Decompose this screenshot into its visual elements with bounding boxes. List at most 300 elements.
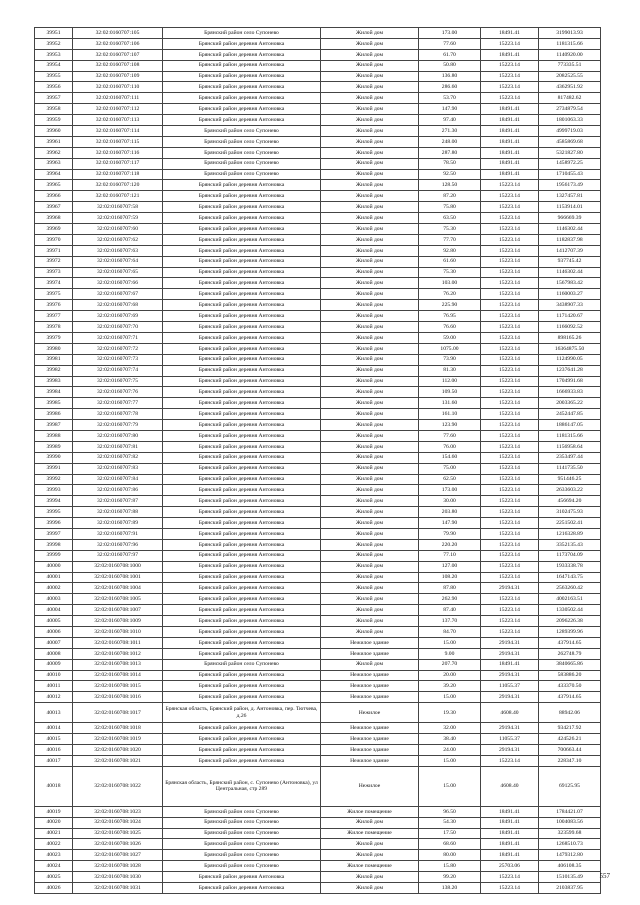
table-row: [35, 626, 601, 637]
address-cell: Брянский район деревня Антоновка: [163, 872, 321, 883]
address-cell: Брянский район деревня Антоновка: [163, 387, 321, 398]
address-cell: Брянский район деревня Антоновка: [163, 474, 321, 485]
cadastral-number-cell: 32:02:0160708:1010: [73, 626, 163, 637]
row-number-cell: 40011: [35, 681, 73, 692]
row-number-cell: 39997: [35, 528, 73, 539]
address-cell: Брянский район деревня Антоновка: [163, 289, 321, 300]
cadastral-value-cell: 700663.44: [539, 745, 601, 756]
row-number-cell: 40022: [35, 839, 73, 850]
specific-value-cell: 29194.31: [481, 723, 539, 734]
address-cell: Брянский район деревня Антоновка: [163, 452, 321, 463]
row-number-cell: 39969: [35, 224, 73, 235]
registry-page: [34, 27, 600, 894]
specific-value-cell: 15223.14: [481, 409, 539, 420]
cadastral-value-cell: 228347.10: [539, 755, 601, 766]
row-number-cell: 39974: [35, 278, 73, 289]
specific-value-cell: 15223.14: [481, 420, 539, 431]
table-row: [35, 616, 601, 627]
area-cell: 68.60: [419, 839, 481, 850]
cadastral-value-cell: 437914.65: [539, 692, 601, 703]
cadastral-value-cell: 424526.21: [539, 734, 601, 745]
address-cell: Брянский район деревня Антоновка: [163, 191, 321, 202]
object-type-cell: Жилой дом: [321, 528, 419, 539]
specific-value-cell: 15223.14: [481, 343, 539, 354]
row-number-cell: 39984: [35, 387, 73, 398]
object-type-cell: Нежилое здание: [321, 692, 419, 703]
cadastral-number-cell: 32:02:0160707:117: [73, 158, 163, 169]
specific-value-cell: 15223.14: [481, 463, 539, 474]
cadastral-value-cell: 1510135.49: [539, 872, 601, 883]
row-number-cell: 39968: [35, 213, 73, 224]
specific-value-cell: 15223.14: [481, 626, 539, 637]
specific-value-cell: 15223.14: [481, 300, 539, 311]
object-type-cell: Жилой дом: [321, 202, 419, 213]
area-cell: 84.70: [419, 626, 481, 637]
address-cell: Брянский район село Супонево: [163, 839, 321, 850]
specific-value-cell: 15223.14: [481, 71, 539, 82]
area-cell: 30.00: [419, 496, 481, 507]
address-cell: Брянский район деревня Антоновка: [163, 234, 321, 245]
cadastral-value-cell: 4002163.51: [539, 594, 601, 605]
specific-value-cell: 15223.14: [481, 496, 539, 507]
cadastral-number-cell: 32:02:0160708:1021: [73, 755, 163, 766]
cadastral-value-cell: 1237641.28: [539, 365, 601, 376]
cadastral-value-cell: 1181315.66: [539, 38, 601, 49]
table-row: [35, 104, 601, 115]
specific-value-cell: 18491.41: [481, 49, 539, 60]
specific-value-cell: 15223.14: [481, 883, 539, 894]
address-cell: Брянская область, Брянский район, д. Антоновка, пер. Тютчева, д.26: [163, 703, 321, 723]
cadastral-number-cell: 32:02:0160707:106: [73, 38, 163, 49]
address-cell: Брянский район деревня Антоновка: [163, 528, 321, 539]
cadastral-value-cell: 4585869.68: [539, 136, 601, 147]
address-cell: Брянская область, Брянский район, с. Супонево (Антоновка), ул Центральная, стр 289: [163, 766, 321, 806]
cadastral-number-cell: 32:02:0160708:1016: [73, 692, 163, 703]
object-type-cell: Нежилое: [321, 766, 419, 806]
cadastral-value-cell: 2633603.22: [539, 485, 601, 496]
cadastral-number-cell: 32:02:0160707:97: [73, 550, 163, 561]
table-row: [35, 485, 601, 496]
cadastral-number-cell: 32:02:0160708:1009: [73, 616, 163, 627]
cadastral-number-cell: 32:02:0160707:118: [73, 169, 163, 180]
area-cell: 77.70: [419, 234, 481, 245]
row-number-cell: 40016: [35, 745, 73, 756]
table-body: [35, 28, 601, 894]
address-cell: Брянский район деревня Антоновка: [163, 332, 321, 343]
area-cell: 203.80: [419, 507, 481, 518]
row-number-cell: 40018: [35, 766, 73, 806]
object-type-cell: Жилой дом: [321, 60, 419, 71]
row-number-cell: 39996: [35, 518, 73, 529]
table-row: [35, 507, 601, 518]
address-cell: Брянский район деревня Антоновка: [163, 637, 321, 648]
object-type-cell: Жилой дом: [321, 883, 419, 894]
address-cell: Брянский район деревня Антоновка: [163, 311, 321, 322]
area-cell: 87.80: [419, 583, 481, 594]
cadastral-number-cell: 32:02:0160708:1019: [73, 734, 163, 745]
table-row: [35, 234, 601, 245]
row-number-cell: 39958: [35, 104, 73, 115]
row-number-cell: 39965: [35, 180, 73, 191]
cadastral-value-cell: 3102475.93: [539, 507, 601, 518]
object-type-cell: Жилой дом: [321, 267, 419, 278]
row-number-cell: 39952: [35, 38, 73, 49]
cadastral-number-cell: 32:02:0160708:1011: [73, 637, 163, 648]
cadastral-value-cell: 2003365.22: [539, 398, 601, 409]
area-cell: 32.00: [419, 723, 481, 734]
object-type-cell: Жилой дом: [321, 507, 419, 518]
table-row: [35, 147, 601, 158]
cadastral-number-cell: 32:02:0160707:107: [73, 49, 163, 60]
object-type-cell: Нежилое здание: [321, 734, 419, 745]
object-type-cell: Жилой дом: [321, 332, 419, 343]
cadastral-number-cell: 32:02:0160707:71: [73, 332, 163, 343]
area-cell: 78.50: [419, 158, 481, 169]
cadastral-number-cell: 32:02:0160707:89: [73, 518, 163, 529]
object-type-cell: Жилой дом: [321, 550, 419, 561]
object-type-cell: Жилой дом: [321, 147, 419, 158]
cadastral-value-cell: 1156958.64: [539, 441, 601, 452]
area-cell: 77.60: [419, 38, 481, 49]
object-type-cell: Жилой дом: [321, 234, 419, 245]
page-number: 557: [599, 872, 610, 880]
cadastral-number-cell: 32:02:0160707:74: [73, 365, 163, 376]
cadastral-number-cell: 32:02:0160708:1030: [73, 872, 163, 883]
cadastral-value-cell: 1458972.25: [539, 158, 601, 169]
table-row: [35, 474, 601, 485]
object-type-cell: Жилой дом: [321, 817, 419, 828]
object-type-cell: Жилой дом: [321, 539, 419, 550]
row-number-cell: 40026: [35, 883, 73, 894]
cadastral-value-cell: 2096226.38: [539, 616, 601, 627]
object-type-cell: Нежилое здание: [321, 745, 419, 756]
row-number-cell: 39951: [35, 28, 73, 39]
table-row: [35, 191, 601, 202]
cadastral-number-cell: 32:02:0160707:68: [73, 300, 163, 311]
area-cell: 108.20: [419, 572, 481, 583]
cadastral-value-cell: 437914.65: [539, 637, 601, 648]
specific-value-cell: 29194.31: [481, 692, 539, 703]
cadastral-value-cell: 2734879.54: [539, 104, 601, 115]
row-number-cell: 39999: [35, 550, 73, 561]
address-cell: Брянский район село Супонево: [163, 861, 321, 872]
address-cell: Брянский район деревня Антоновка: [163, 343, 321, 354]
table-row: [35, 300, 601, 311]
area-cell: 154.60: [419, 452, 481, 463]
table-row: [35, 518, 601, 529]
address-cell: Брянский район деревня Антоновка: [163, 224, 321, 235]
area-cell: 220.20: [419, 539, 481, 550]
object-type-cell: Жилой дом: [321, 278, 419, 289]
cadastral-number-cell: 32:02:0160707:78: [73, 409, 163, 420]
area-cell: 54.30: [419, 817, 481, 828]
table-row: [35, 224, 601, 235]
address-cell: Брянский район деревня Антоновка: [163, 583, 321, 594]
address-cell: Брянский район деревня Антоновка: [163, 723, 321, 734]
table-row: [35, 343, 601, 354]
object-type-cell: Нежилое здание: [321, 755, 419, 766]
specific-value-cell: 15223.14: [481, 561, 539, 572]
object-type-cell: Жилой дом: [321, 616, 419, 627]
address-cell: Брянский район деревня Антоновка: [163, 267, 321, 278]
row-number-cell: 39981: [35, 354, 73, 365]
cadastral-value-cell: 3199013.93: [539, 28, 601, 39]
object-type-cell: Жилой дом: [321, 93, 419, 104]
area-cell: 77.60: [419, 430, 481, 441]
row-number-cell: 40023: [35, 850, 73, 861]
object-type-cell: Жилой дом: [321, 474, 419, 485]
area-cell: 15.00: [419, 766, 481, 806]
address-cell: Брянский район деревня Антоновка: [163, 256, 321, 267]
table-row: [35, 872, 601, 883]
table-row: [35, 430, 601, 441]
specific-value-cell: 4608.40: [481, 766, 539, 806]
specific-value-cell: 15223.14: [481, 539, 539, 550]
cadastral-number-cell: 32:02:0160707:81: [73, 441, 163, 452]
table-row: [35, 398, 601, 409]
area-cell: 87.20: [419, 191, 481, 202]
object-type-cell: Жилой дом: [321, 496, 419, 507]
specific-value-cell: 15223.14: [481, 507, 539, 518]
cadastral-number-cell: 32:02:0160707:111: [73, 93, 163, 104]
cadastral-value-cell: 966669.39: [539, 213, 601, 224]
cadastral-value-cell: 1710455.43: [539, 169, 601, 180]
address-cell: Брянский район село Супонево: [163, 659, 321, 670]
row-number-cell: 39961: [35, 136, 73, 147]
row-number-cell: 39983: [35, 376, 73, 387]
row-number-cell: 39982: [35, 365, 73, 376]
address-cell: Брянский район деревня Антоновка: [163, 681, 321, 692]
address-cell: Брянский район деревня Антоновка: [163, 561, 321, 572]
cadastral-number-cell: 32:02:0160707:87: [73, 496, 163, 507]
specific-value-cell: 15223.14: [481, 224, 539, 235]
cadastral-number-cell: 32:02:0160707:62: [73, 234, 163, 245]
area-cell: 17.50: [419, 828, 481, 839]
table-row: [35, 49, 601, 60]
address-cell: Брянский район село Супонево: [163, 147, 321, 158]
area-cell: 61.70: [419, 49, 481, 60]
table-row: [35, 136, 601, 147]
row-number-cell: 39973: [35, 267, 73, 278]
area-cell: 173.00: [419, 485, 481, 496]
cadastral-value-cell: 433370.50: [539, 681, 601, 692]
row-number-cell: 39957: [35, 93, 73, 104]
cadastral-value-cell: 3352135.43: [539, 539, 601, 550]
object-type-cell: Жилой дом: [321, 398, 419, 409]
cadastral-value-cell: 1704991.68: [539, 376, 601, 387]
specific-value-cell: 15223.14: [481, 311, 539, 322]
specific-value-cell: 15223.14: [481, 452, 539, 463]
specific-value-cell: 29194.31: [481, 637, 539, 648]
specific-value-cell: 18491.41: [481, 659, 539, 670]
area-cell: 92.80: [419, 245, 481, 256]
table-row: [35, 883, 601, 894]
cadastral-number-cell: 32:02:0160707:69: [73, 311, 163, 322]
row-number-cell: 40014: [35, 723, 73, 734]
table-row: [35, 93, 601, 104]
cadastral-value-cell: 1004083.56: [539, 817, 601, 828]
cadastral-number-cell: 32:02:0160708:1001: [73, 572, 163, 583]
cadastral-value-cell: 1956173.49: [539, 180, 601, 191]
area-cell: 20.00: [419, 670, 481, 681]
object-type-cell: Жилой дом: [321, 289, 419, 300]
table-row: [35, 703, 601, 723]
specific-value-cell: 18491.41: [481, 850, 539, 861]
address-cell: Брянский район село Супонево: [163, 828, 321, 839]
specific-value-cell: 15223.14: [481, 191, 539, 202]
address-cell: Брянский район деревня Антоновка: [163, 60, 321, 71]
address-cell: Брянский район деревня Антоновка: [163, 605, 321, 616]
row-number-cell: 39987: [35, 420, 73, 431]
cadastral-value-cell: 1140920.00: [539, 49, 601, 60]
table-row: [35, 332, 601, 343]
specific-value-cell: 29194.31: [481, 670, 539, 681]
table-row: [35, 452, 601, 463]
cadastral-value-cell: 323599.68: [539, 828, 601, 839]
cadastral-number-cell: 32:02:0160708:1024: [73, 817, 163, 828]
cadastral-number-cell: 32:02:0160708:1031: [73, 883, 163, 894]
cadastral-value-cell: 934217.92: [539, 723, 601, 734]
area-cell: 137.70: [419, 616, 481, 627]
cadastral-number-cell: 32:02:0160708:1023: [73, 806, 163, 817]
cadastral-value-cell: 1479312.80: [539, 850, 601, 861]
cadastral-value-cell: 1666933.83: [539, 387, 601, 398]
cadastral-number-cell: 32:02:0160707:73: [73, 354, 163, 365]
table-row: [35, 583, 601, 594]
table-row: [35, 354, 601, 365]
object-type-cell: Жилой дом: [321, 224, 419, 235]
specific-value-cell: 15223.14: [481, 474, 539, 485]
cadastral-number-cell: 32:02:0160708:1005: [73, 594, 163, 605]
object-type-cell: Нежилое здание: [321, 723, 419, 734]
address-cell: Брянский район деревня Антоновка: [163, 507, 321, 518]
table-row: [35, 245, 601, 256]
object-type-cell: Нежилое: [321, 703, 419, 723]
cadastral-value-cell: 583886.20: [539, 670, 601, 681]
address-cell: Брянский район деревня Антоновка: [163, 496, 321, 507]
table-row: [35, 387, 601, 398]
table-row: [35, 126, 601, 137]
row-number-cell: 39976: [35, 300, 73, 311]
specific-value-cell: 15223.14: [481, 755, 539, 766]
object-type-cell: Жилой дом: [321, 136, 419, 147]
address-cell: Брянский район деревня Антоновка: [163, 420, 321, 431]
row-number-cell: 40013: [35, 703, 73, 723]
object-type-cell: Жилой дом: [321, 256, 419, 267]
cadastral-value-cell: 898165.26: [539, 332, 601, 343]
cadastral-number-cell: 32:02:0160707:88: [73, 507, 163, 518]
row-number-cell: 39989: [35, 441, 73, 452]
object-type-cell: Жилой дом: [321, 850, 419, 861]
area-cell: 128.50: [419, 180, 481, 191]
object-type-cell: Нежилое здание: [321, 670, 419, 681]
specific-value-cell: 18491.41: [481, 158, 539, 169]
table-row: [35, 561, 601, 572]
object-type-cell: Жилой дом: [321, 343, 419, 354]
cadastral-number-cell: 32:02:0160707:108: [73, 60, 163, 71]
cadastral-number-cell: 32:02:0160707:91: [73, 528, 163, 539]
object-type-cell: Жилое помещение: [321, 806, 419, 817]
table-row: [35, 723, 601, 734]
specific-value-cell: 15223.14: [481, 332, 539, 343]
specific-value-cell: 15223.14: [481, 365, 539, 376]
address-cell: Брянский район деревня Антоновка: [163, 278, 321, 289]
table-row: [35, 692, 601, 703]
area-cell: 76.95: [419, 311, 481, 322]
object-type-cell: Жилой дом: [321, 594, 419, 605]
address-cell: Брянский район деревня Антоновка: [163, 616, 321, 627]
table-row: [35, 828, 601, 839]
table-row: [35, 839, 601, 850]
specific-value-cell: 15223.14: [481, 354, 539, 365]
specific-value-cell: 15223.14: [481, 267, 539, 278]
cadastral-number-cell: 32:02:0160707:77: [73, 398, 163, 409]
table-row: [35, 605, 601, 616]
area-cell: 75.00: [419, 463, 481, 474]
cadastral-number-cell: 32:02:0160708:1022: [73, 766, 163, 806]
cadastral-value-cell: 2082525.55: [539, 71, 601, 82]
address-cell: Брянский район деревня Антоновка: [163, 463, 321, 474]
row-number-cell: 39966: [35, 191, 73, 202]
row-number-cell: 39955: [35, 71, 73, 82]
row-number-cell: 39978: [35, 322, 73, 333]
table-row: [35, 60, 601, 71]
row-number-cell: 40021: [35, 828, 73, 839]
area-cell: 87.40: [419, 605, 481, 616]
object-type-cell: Жилой дом: [321, 441, 419, 452]
cadastral-number-cell: 32:02:0160708:1004: [73, 583, 163, 594]
table-row: [35, 463, 601, 474]
area-cell: 15.00: [419, 637, 481, 648]
specific-value-cell: 15223.14: [481, 441, 539, 452]
table-row: [35, 648, 601, 659]
specific-value-cell: 11055.37: [481, 734, 539, 745]
object-type-cell: Жилой дом: [321, 572, 419, 583]
row-number-cell: 39963: [35, 158, 73, 169]
object-type-cell: Жилой дом: [321, 839, 419, 850]
specific-value-cell: 15223.14: [481, 485, 539, 496]
object-type-cell: Жилой дом: [321, 430, 419, 441]
address-cell: Брянский район деревня Антоновка: [163, 485, 321, 496]
object-type-cell: Жилое помещение: [321, 828, 419, 839]
object-type-cell: Жилой дом: [321, 322, 419, 333]
address-cell: Брянский район село Супонево: [163, 136, 321, 147]
address-cell: Брянский район деревня Антоновка: [163, 755, 321, 766]
area-cell: 1075.00: [419, 343, 481, 354]
cadastral-number-cell: 32:02:0160707:67: [73, 289, 163, 300]
area-cell: 97.40: [419, 115, 481, 126]
address-cell: Брянский район деревня Антоновка: [163, 93, 321, 104]
table-row: [35, 681, 601, 692]
area-cell: 207.70: [419, 659, 481, 670]
table-row: [35, 528, 601, 539]
row-number-cell: 40000: [35, 561, 73, 572]
table-row: [35, 441, 601, 452]
specific-value-cell: 15223.14: [481, 398, 539, 409]
area-cell: 50.80: [419, 60, 481, 71]
table-row: [35, 278, 601, 289]
specific-value-cell: 15223.14: [481, 213, 539, 224]
cadastral-value-cell: 1801063.33: [539, 115, 601, 126]
row-number-cell: 39988: [35, 430, 73, 441]
address-cell: Брянский район деревня Антоновка: [163, 572, 321, 583]
row-number-cell: 40009: [35, 659, 73, 670]
area-cell: 96.50: [419, 806, 481, 817]
cadastral-value-cell: 1330502.44: [539, 605, 601, 616]
address-cell: Брянский район село Супонево: [163, 158, 321, 169]
address-cell: Брянский район деревня Антоновка: [163, 180, 321, 191]
specific-value-cell: 15223.14: [481, 202, 539, 213]
